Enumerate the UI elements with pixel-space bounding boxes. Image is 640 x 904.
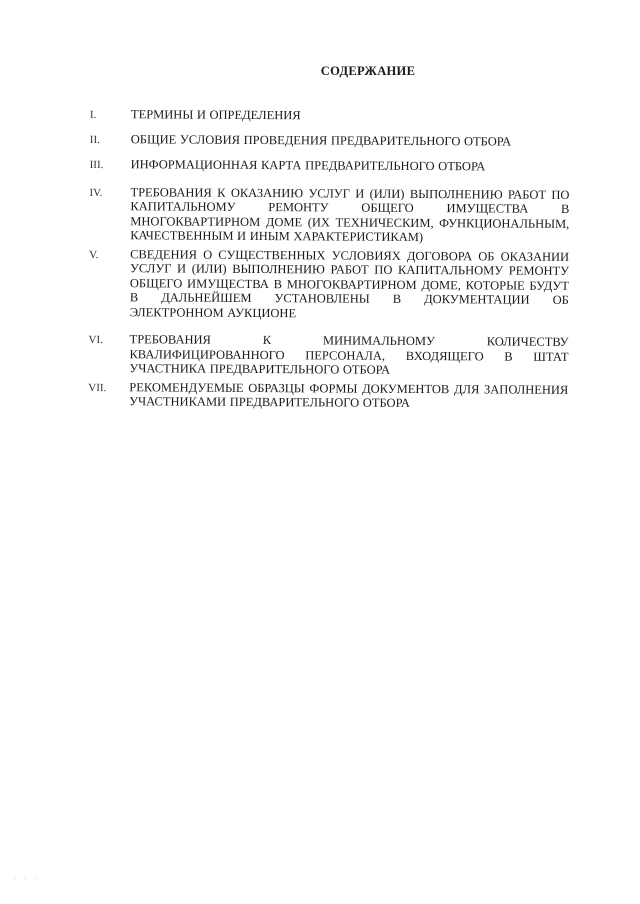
toc-item-text: ТРЕБОВАНИЯ К ОКАЗАНИЮ УСЛУГ И (ИЛИ) ВЫПОЛНЕНИЮ РАБОТ ПО КАПИТАЛЬНОМУ РЕМОНТУ ОБЩЕГО ИМУЩЕСТВА В МНОГОКВАРТИРНОМ ДОМЕ (ИХ ТЕХНИЧЕСКИМ, ФУНКЦИОНАЛЬНЫМ, КАЧЕСТВЕННЫМ И ИНЫМ ХАРАКТЕРИСТИКАМ): [130, 184, 570, 245]
toc-item: [88, 332, 568, 378]
toc-item: [90, 131, 570, 149]
table-of-contents: [88, 107, 570, 411]
toc-item-number: IV.: [89, 186, 103, 199]
toc-item: [88, 379, 568, 411]
toc-item: [90, 107, 570, 125]
toc-item-text: РЕКОМЕНДУЕМЫЕ ОБРАЗЦЫ ФОРМЫ ДОКУМЕНТОВ ДЛЯ ЗАПОЛНЕНИЯ УЧАСТНИКАМИ ПРЕДВАРИТЕЛЬНОГО ОТБОРА: [129, 379, 569, 410]
toc-item-text: ОБЩИЕ УСЛОВИЯ ПРОВЕДЕНИЯ ПРЕДВАРИТЕЛЬНОГО ОТБОРА: [130, 131, 512, 149]
toc-item-number: V.: [89, 248, 99, 261]
scan-artifact: . . .: [14, 872, 39, 881]
toc-item-text: ТЕРМИНЫ И ОПРЕДЕЛЕНИЯ: [130, 107, 301, 123]
toc-item: [89, 246, 569, 321]
toc-item-text: ИНФОРМАЦИОННАЯ КАРТА ПРЕДВАРИТЕЛЬНОГО ОТБОРА: [130, 157, 486, 174]
toc-item: [90, 157, 570, 175]
toc-item-number: I.: [89, 108, 97, 122]
toc-item-number: II.: [89, 133, 100, 146]
page-title: СОДЕРЖАНИЕ: [320, 64, 416, 78]
toc-item: [89, 184, 569, 245]
toc-item-text: СВЕДЕНИЯ О СУЩЕСТВЕННЫХ УСЛОВИЯХ ДОГОВОРА ОБ ОКАЗАНИИ УСЛУГ И (ИЛИ) ВЫПОЛНЕНИЮ РАБОТ ПО КАПИТАЛЬНОМУ РЕМОНТУ ОБЩЕГО ИМУЩЕСТВА В МНОГОКВАРТИРНОМ ДОМЕ, КОТОРЫЕ БУДУТ В ДАЛЬНЕЙШЕМ УСТАНОВЛЕНЫ В ДОКУМЕНТАЦИИ ОБ ЭЛЕКТРОННОМ АУКЦИОНЕ: [129, 246, 570, 320]
toc-item-text: ТРЕБОВАНИЯ К МИНИМАЛЬНОМУ КОЛИЧЕСТВУ КВАЛИФИЦИРОВАННОГО ПЕРСОНАЛА, ВХОДЯЩЕГО В ШТАТ УЧАСТНИКА ПРЕДВАРИТЕЛЬНОГО ОТБОРА: [129, 332, 569, 377]
toc-item-number: VII.: [88, 381, 107, 394]
toc-item-number: VI.: [88, 333, 103, 347]
toc-item-number: III.: [89, 158, 104, 172]
